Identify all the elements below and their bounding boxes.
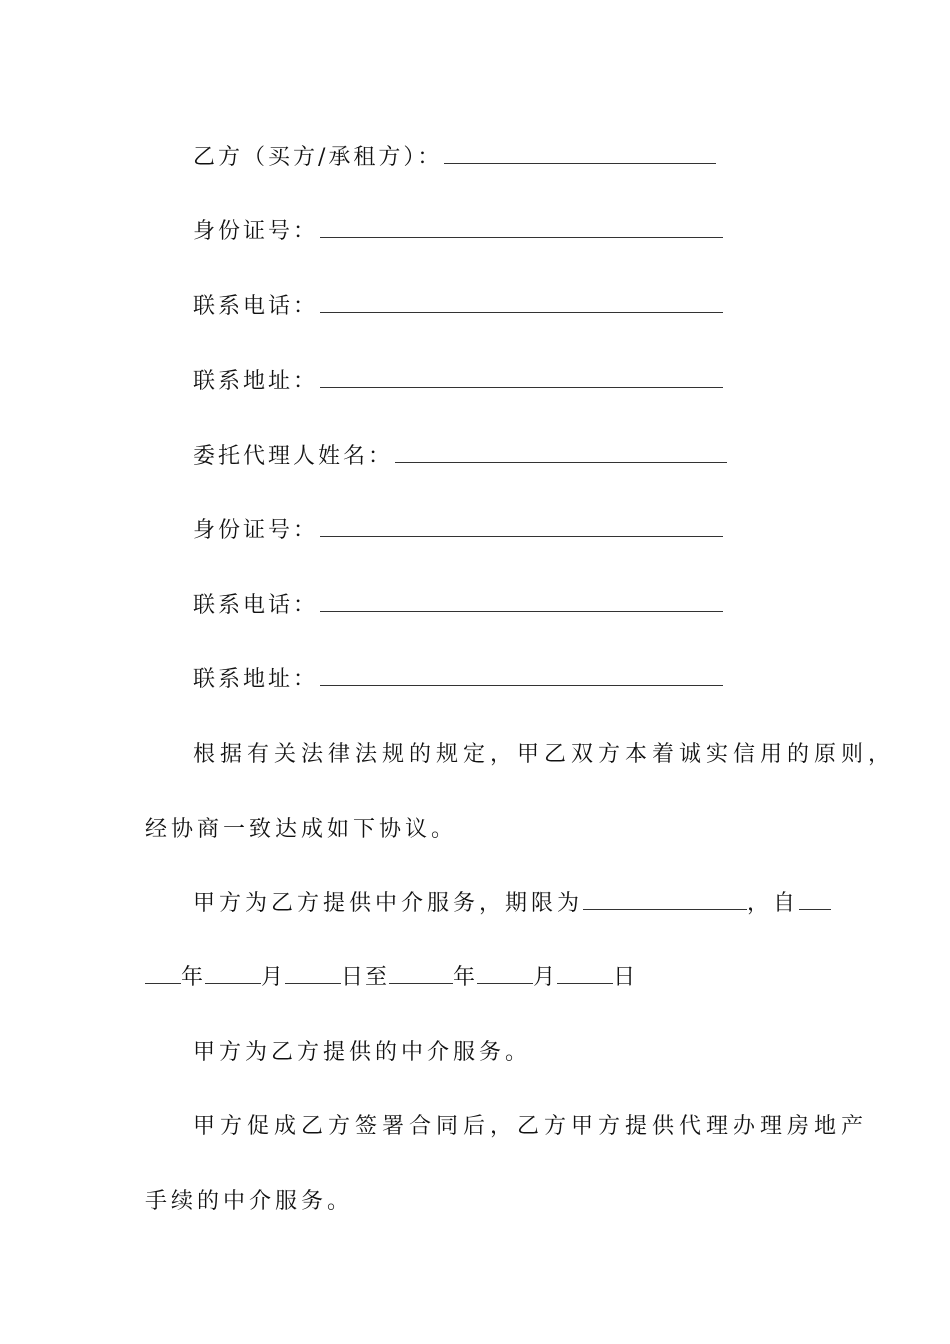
date-day-label: 日 bbox=[613, 965, 638, 990]
day-blank bbox=[285, 965, 341, 984]
year-blank bbox=[145, 965, 181, 984]
blank-line bbox=[320, 386, 723, 388]
blank-line bbox=[320, 684, 723, 686]
start-blank bbox=[799, 891, 831, 910]
agency-paragraph-line1: 甲方促成乙方签署合同后，乙方甲方提供代理办理房地产 bbox=[193, 1114, 869, 1139]
field-label: 联系地址： bbox=[193, 369, 319, 394]
term-paragraph-line2 bbox=[145, 960, 637, 991]
blank-line bbox=[444, 162, 716, 164]
end-year-blank bbox=[389, 965, 453, 984]
date-year-label: 年 bbox=[181, 965, 206, 990]
blank-line bbox=[320, 311, 723, 313]
field-party-b bbox=[193, 140, 716, 171]
term-blank bbox=[583, 891, 747, 910]
date-year-label: 年 bbox=[453, 965, 478, 990]
end-day-blank bbox=[557, 965, 613, 984]
date-month-label: 月 bbox=[533, 965, 558, 990]
field-label: 乙方（买方/承租方）： bbox=[193, 145, 443, 170]
end-month-blank bbox=[477, 965, 533, 984]
field-agent-phone bbox=[193, 588, 723, 619]
field-label: 联系地址： bbox=[193, 667, 319, 692]
blank-line bbox=[395, 461, 727, 463]
field-address bbox=[193, 364, 723, 395]
field-label: 联系电话： bbox=[193, 593, 319, 618]
agency-paragraph-line2: 手续的中介服务。 bbox=[145, 1189, 354, 1214]
field-id-number bbox=[193, 214, 723, 245]
blank-line bbox=[320, 610, 723, 612]
date-month-label: 月 bbox=[261, 965, 286, 990]
field-label: 身份证号： bbox=[193, 219, 319, 244]
field-agent-address bbox=[193, 662, 723, 693]
field-label: 联系电话： bbox=[193, 294, 319, 319]
blank-line bbox=[320, 236, 723, 238]
service-paragraph: 甲方为乙方提供的中介服务。 bbox=[193, 1040, 532, 1065]
field-phone bbox=[193, 289, 723, 320]
intro-paragraph-line1: 根据有关法律法规的规定，甲乙双方本着诚实信用的原则， bbox=[193, 742, 896, 767]
blank-line bbox=[320, 535, 723, 537]
term-comma: ，自 bbox=[747, 891, 800, 916]
term-prefix: 甲方为乙方提供中介服务，期限为 bbox=[193, 891, 584, 916]
term-paragraph-line1 bbox=[193, 886, 831, 917]
date-day-to-label: 日至 bbox=[341, 965, 390, 990]
month-blank bbox=[205, 965, 261, 984]
field-agent-name bbox=[193, 439, 727, 470]
field-label: 委托代理人姓名： bbox=[193, 444, 394, 469]
intro-paragraph-line2: 经协商一致达成如下协议。 bbox=[145, 817, 458, 842]
field-agent-id-number bbox=[193, 513, 723, 544]
field-label: 身份证号： bbox=[193, 518, 319, 543]
